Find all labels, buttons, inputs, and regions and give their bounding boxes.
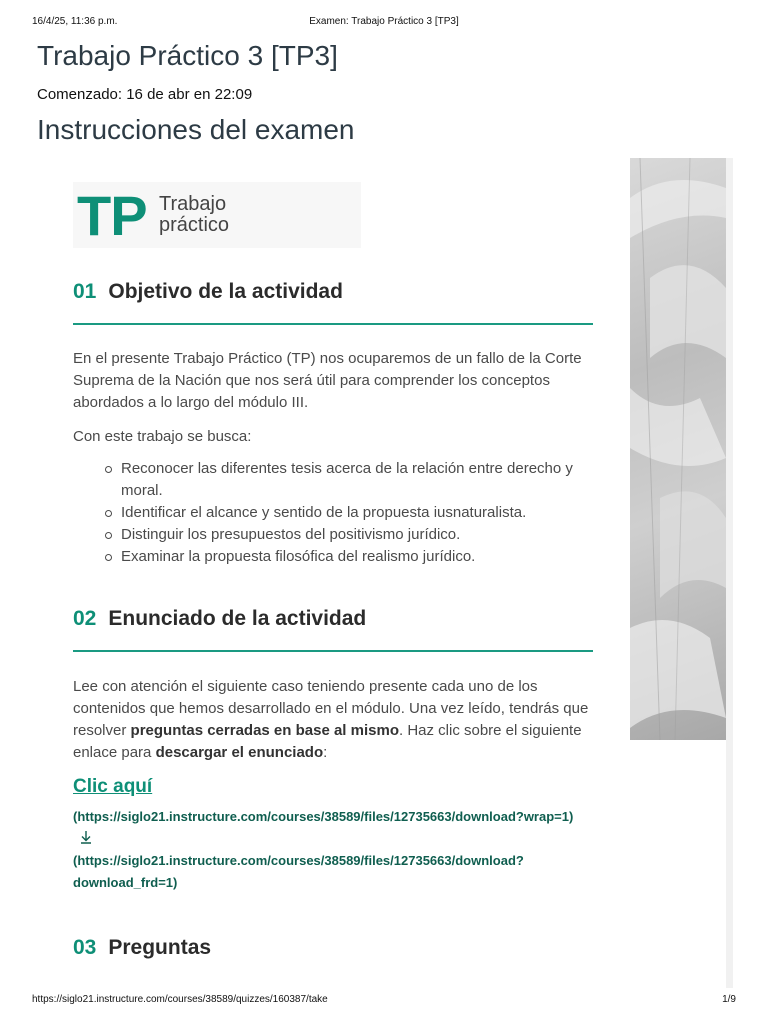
section-02-number: 02 — [73, 607, 97, 630]
print-footer — [32, 994, 736, 1008]
list-item: Examinar la propuesta filosófica del realismo jurídico. — [73, 546, 593, 568]
scrollbar-track[interactable] — [726, 158, 733, 988]
print-header — [32, 16, 736, 30]
list-item: Identificar el alcance y sentido de la propuesta iusnaturalista. — [73, 502, 593, 524]
instructions-title: Instrucciones del examen — [37, 114, 355, 145]
tp-logo-word — [159, 194, 229, 236]
section-01-lead: Con este trabajo se busca: — [73, 428, 252, 445]
section-01-heading — [73, 280, 593, 304]
tp-logo-word-line1: Trabajo — [159, 193, 227, 215]
section-03-heading — [73, 936, 593, 960]
tp-logo-mark: TP — [77, 184, 147, 247]
section-01-number: 01 — [73, 280, 97, 303]
tp-logo — [73, 182, 361, 248]
section-02-heading — [73, 607, 593, 631]
section-02-divider — [73, 650, 593, 652]
instructions-content — [37, 158, 627, 988]
section-02-title: Enunciado de la actividad — [108, 607, 367, 630]
decorative-pattern-icon — [630, 158, 726, 740]
click-here-link[interactable]: Clic aquí — [73, 776, 153, 797]
download-link-wrap[interactable]: (https://siglo21.instructure.com/courses/38589/files/12735663/download?wrap=1) — [73, 809, 574, 824]
section-01-intro: En el presente Trabajo Práctico (TP) nos ocuparemos de un fallo de la Corte Suprema de la Nación que nos será útil para comprender los conceptos abordados a lo largo del módulo III. — [73, 350, 582, 411]
bullet-circle-icon — [105, 510, 112, 517]
list-item: Distinguir los presupuestos del positivismo jurídico. — [73, 524, 593, 546]
decorative-banner-image — [630, 158, 726, 740]
print-page-number: 1/9 — [722, 994, 736, 1005]
bullet-circle-icon — [105, 554, 112, 561]
list-item: Reconocer las diferentes tesis acerca de la relación entre derecho y moral. — [73, 458, 593, 502]
tp-logo-word-line2: práctico — [159, 214, 230, 236]
section-03-title: Preguntas — [108, 936, 212, 959]
bullet-circle-icon — [105, 466, 112, 473]
section-01-divider — [73, 323, 593, 325]
section-03-number: 03 — [73, 936, 97, 959]
bullet-circle-icon — [105, 532, 112, 539]
print-datetime: 16/4/25, 11:36 p.m. — [32, 16, 118, 27]
download-links — [73, 806, 593, 894]
quiz-title: Trabajo Práctico 3 [TP3] — [37, 40, 338, 71]
download-icon[interactable] — [79, 830, 93, 844]
download-link-direct[interactable]: (https://siglo21.instructure.com/courses/38589/files/12735663/download?download_frd=1) — [73, 853, 524, 890]
objectives-list — [73, 458, 593, 568]
print-doc-title: Examen: Trabajo Práctico 3 [TP3] — [309, 16, 459, 27]
section-02-statement: Lee con atención el siguiente caso teniendo presente cada uno de los contenidos que hemos desarrollado en el módulo. Una vez leído, tendrás que resolver preguntas cerradas en base al mismo. Haz clic sobre el siguiente enlace para descargar el enunciado: — [73, 678, 589, 761]
quiz-started: Comenzado: 16 de abr en 22:09 — [37, 86, 253, 103]
print-url: https://siglo21.instructure.com/courses/38589/quizzes/160387/take — [32, 994, 328, 1005]
section-01-title: Objetivo de la actividad — [108, 280, 343, 303]
